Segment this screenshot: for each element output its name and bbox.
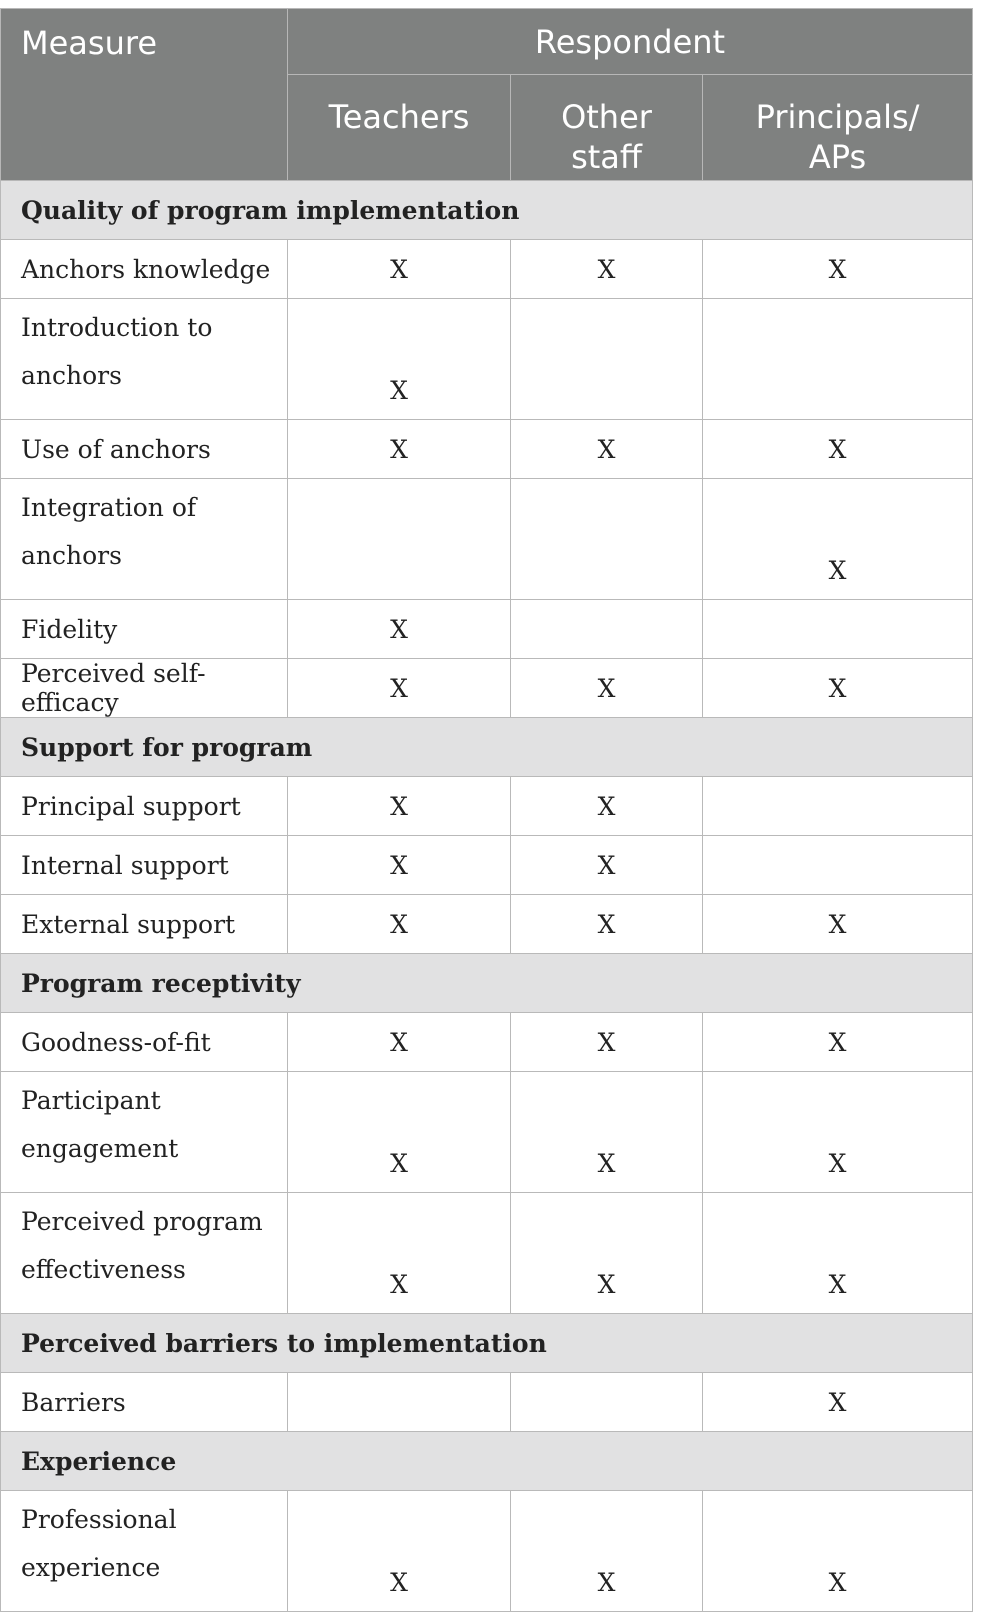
teachers-cell: X [288,836,511,895]
principals-column-header [703,75,973,181]
row-label: Internal support [1,836,288,895]
table-row [1,240,973,299]
principals-cell [703,836,973,895]
principals-cell [703,299,973,420]
other-staff-column-header [511,75,703,181]
section-receptivity: Program receptivity [1,954,973,1013]
other-staff-cell: X [511,895,703,954]
principals-cell: X [703,1373,973,1432]
section-quality: Quality of program implementation [1,181,973,240]
row-label: Barriers [1,1373,288,1432]
teachers-cell: X [288,659,511,718]
section-experience: Experience [1,1432,973,1491]
table-row [1,895,973,954]
measure-column-header: Measure [1,9,288,181]
principals-cell: X [703,420,973,479]
other-staff-cell: X [511,1013,703,1072]
row-label: External support [1,895,288,954]
table-row [1,1072,973,1193]
row-label: Participant engagement [1,1072,288,1193]
principals-cell: X [703,1013,973,1072]
other-staff-cell [511,1373,703,1432]
row-label: Professional experience [1,1491,288,1612]
section-row [1,718,973,777]
table-row [1,600,973,659]
table-row [1,479,973,600]
row-label: Fidelity [1,600,288,659]
table-row [1,777,973,836]
principals-cell: X [703,659,973,718]
respondent-group-header: Respondent [288,9,973,75]
table-row [1,1193,973,1314]
row-label: Introduction to anchors [1,299,288,420]
row-label: Integration of anchors [1,479,288,600]
other-staff-cell: X [511,777,703,836]
teachers-cell: X [288,600,511,659]
teachers-cell: X [288,1072,511,1193]
other-staff-cell [511,479,703,600]
measures-table [0,8,973,1612]
row-label: Principal support [1,777,288,836]
table-row [1,1491,973,1612]
table-row [1,1373,973,1432]
row-label: Use of anchors [1,420,288,479]
other-staff-cell: X [511,1193,703,1314]
principals-cell [703,777,973,836]
other-staff-cell: X [511,240,703,299]
other-staff-cell [511,600,703,659]
other-staff-line2: staff [571,138,642,176]
teachers-cell [288,1373,511,1432]
principals-cell [703,600,973,659]
section-barriers: Perceived barriers to implementation [1,1314,973,1373]
table-row [1,659,973,718]
principals-cell: X [703,1491,973,1612]
other-staff-cell: X [511,1491,703,1612]
other-staff-cell: X [511,1072,703,1193]
section-row [1,1432,973,1491]
table-row [1,836,973,895]
teachers-cell: X [288,240,511,299]
principals-cell: X [703,1072,973,1193]
section-row [1,954,973,1013]
row-label: Goodness-of-fit [1,1013,288,1072]
table-header [1,9,973,181]
teachers-cell: X [288,1491,511,1612]
section-row [1,1314,973,1373]
other-staff-cell [511,299,703,420]
principals-line2: APs [808,138,867,176]
teachers-cell: X [288,895,511,954]
teachers-cell [288,479,511,600]
teachers-cell: X [288,777,511,836]
row-label: Perceived self-efficacy [1,659,288,718]
teachers-cell: X [288,299,511,420]
section-support: Support for program [1,718,973,777]
section-row [1,181,973,240]
table-row [1,299,973,420]
principals-cell: X [703,1193,973,1314]
other-staff-cell: X [511,420,703,479]
table-row [1,420,973,479]
principals-cell: X [703,479,973,600]
other-staff-cell: X [511,836,703,895]
principals-cell: X [703,895,973,954]
teachers-cell: X [288,420,511,479]
row-label: Anchors knowledge [1,240,288,299]
other-staff-line1: Other [561,98,652,136]
principals-line1: Principals/ [755,98,920,136]
table-row [1,1013,973,1072]
principals-cell: X [703,240,973,299]
teachers-cell: X [288,1193,511,1314]
teachers-cell: X [288,1013,511,1072]
other-staff-cell: X [511,659,703,718]
teachers-column-header: Teachers [288,75,511,181]
row-label: Perceived program effectiveness [1,1193,288,1314]
